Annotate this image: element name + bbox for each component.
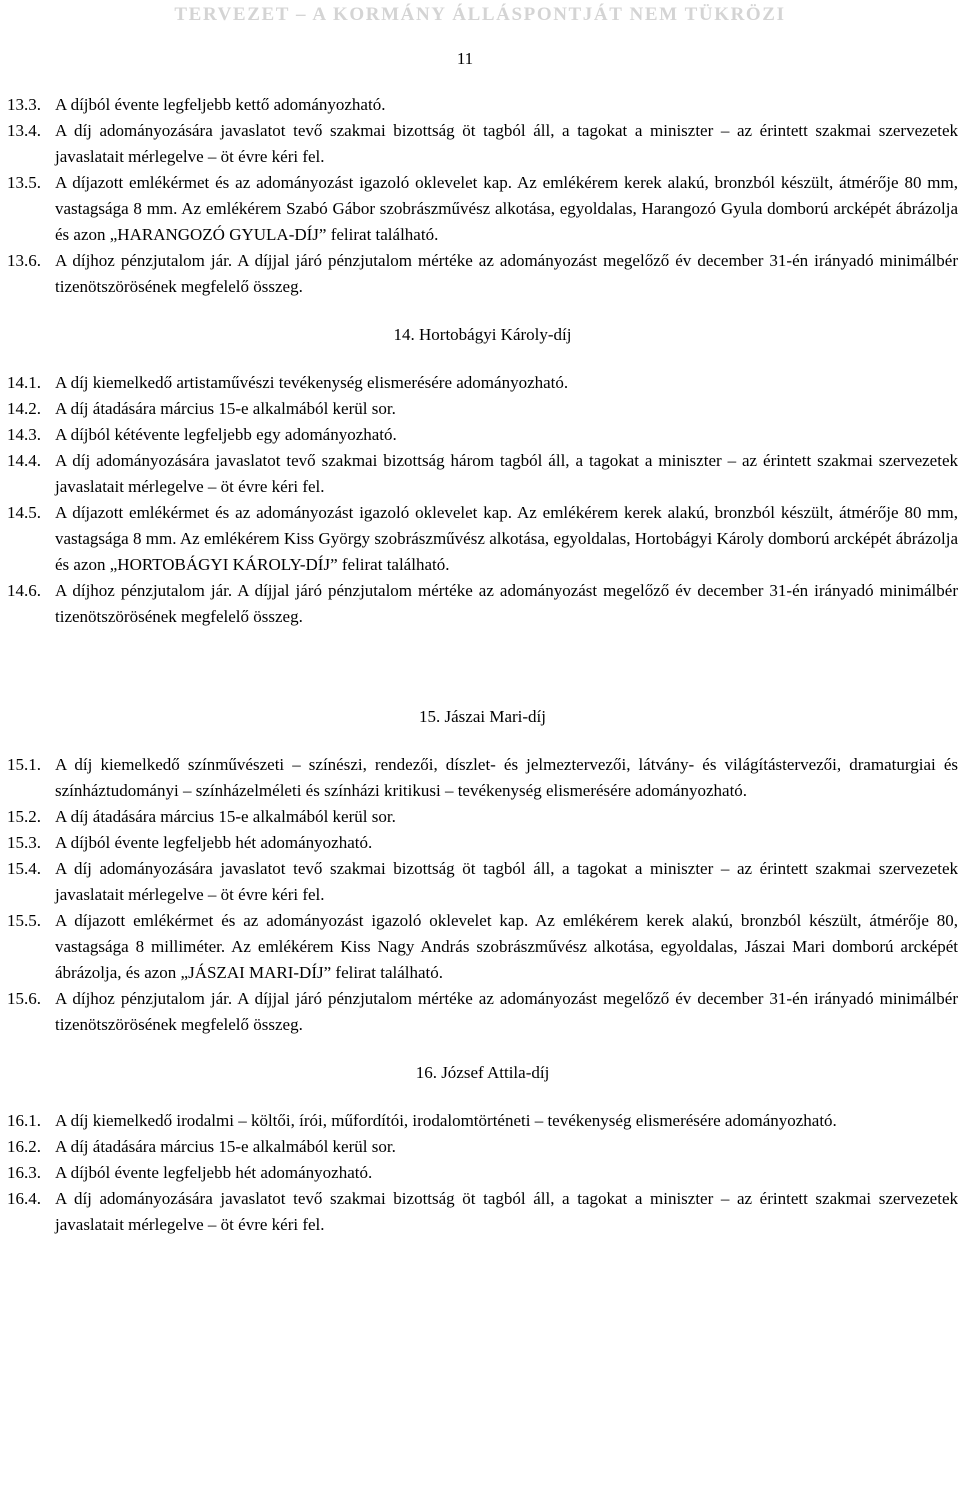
item-number: 13.5. [7, 173, 41, 192]
item-text: A díj kiemelkedő színművészeti – színészi, rendezői, díszlet- és jelmeztervezői, látvány- és világítástervezői, dramaturgiai és színháztudományi – színházelméleti és színházi kritikusi – tevékenység elismerésére adományozható. [55, 755, 958, 800]
item-text: A díjból kétévente legfeljebb egy adományozható. [55, 425, 397, 444]
paragraph-item [7, 370, 958, 396]
item-text: A díj adományozására javaslatot tevő szakmai bizottság öt tagból áll, a tagokat a miniszter – az érintett szakmai szervezetek javaslatait mérlegelve – öt évre kéri fel. [55, 121, 958, 166]
item-number: 16.3. [7, 1163, 41, 1182]
paragraph-item [7, 1186, 958, 1238]
paragraph-item [7, 118, 958, 170]
item-text: A díjazott emlékérmet és az adományozást igazoló oklevelet kap. Az emlékérem kerek alakú, bronzból készült, átmérője 80 mm, vastagsága 8 mm. Az emlékérem Kiss György szobrászművész alkotása, egyoldalas, Hortobágyi Károly domború arcképét ábrázolja és azon „HORTOBÁGYI KÁROLY-DÍJ” felirat található. [55, 503, 958, 574]
item-number: 14.4. [7, 451, 41, 470]
paragraph-item [7, 1108, 958, 1134]
paragraph-item [7, 908, 958, 986]
paragraph-item [7, 248, 958, 300]
item-number: 14.6. [7, 581, 41, 600]
paragraph-item [7, 830, 958, 856]
item-text: A díjazott emlékérmet és az adományozást igazoló oklevelet kap. Az emlékérem kerek alakú, bronzból készült, átmérője 80 mm, vastagsága 8 mm. Az emlékérem Szabó Gábor szobrászművész alkotása, egyoldalas, Harangozó Gyula domború arcképét ábrázolja és azon „HARANGOZÓ GYULA-DÍJ” felirat található. [55, 173, 958, 244]
paragraph-item [7, 752, 958, 804]
section-heading: 14. Hortobágyi Károly-díj [393, 325, 572, 344]
page-number: 11 [456, 49, 474, 68]
item-text: A díjból évente legfeljebb hét adományozható. [55, 833, 373, 852]
item-text: A díj kiemelkedő artistaművészi tevékenység elismerésére adományozható. [55, 373, 569, 392]
item-number: 14.3. [7, 425, 41, 444]
item-number: 16.2. [7, 1137, 41, 1156]
section-heading: 15. Jászai Mari-díj [419, 707, 546, 726]
item-number: 13.4. [7, 121, 41, 140]
paragraph-item [7, 578, 958, 630]
item-number: 15.6. [7, 989, 41, 1008]
item-text: A díj átadására március 15-e alkalmából kerül sor. [55, 1137, 396, 1156]
item-text: A díj átadására március 15-e alkalmából kerül sor. [55, 807, 396, 826]
item-number: 15.4. [7, 859, 41, 878]
paragraph-item [7, 448, 958, 500]
section-heading: 16. József Attila-díj [415, 1063, 550, 1082]
document-body [7, 92, 958, 1238]
item-text: A díjhoz pénzjutalom jár. A díjjal járó pénzjutalom mértéke az adományozást megelőző év december 31-én irányadó minimálbér tizenötszörösének megfelelő összeg. [55, 989, 958, 1034]
item-text: A díj átadására március 15-e alkalmából kerül sor. [55, 399, 396, 418]
item-number: 15.5. [7, 911, 41, 930]
paragraph-item [7, 856, 958, 908]
paragraph-item [7, 422, 958, 448]
item-text: A díjhoz pénzjutalom jár. A díjjal járó pénzjutalom mértéke az adományozást megelőző év december 31-én irányadó minimálbér tizenötszörösének megfelelő összeg. [55, 251, 958, 296]
paragraph-item [7, 1134, 958, 1160]
paragraph-item [7, 804, 958, 830]
paragraph-item [7, 170, 958, 248]
item-text: A díjhoz pénzjutalom jár. A díjjal járó pénzjutalom mértéke az adományozást megelőző év december 31-én irányadó minimálbér tizenötszörösének megfelelő összeg. [55, 581, 958, 626]
item-number: 14.1. [7, 373, 41, 392]
item-number: 16.1. [7, 1111, 41, 1130]
item-text: A díjból évente legfeljebb hét adományozható. [55, 1163, 373, 1182]
item-number: 13.3. [7, 95, 41, 114]
item-text: A díj adományozására javaslatot tevő szakmai bizottság három tagból áll, a tagokat a miniszter – az érintett szakmai szervezetek javaslatait mérlegelve – öt évre kéri fel. [55, 451, 958, 496]
item-text: A díjazott emlékérmet és az adományozást igazoló oklevelet kap. Az emlékérem kerek alakú, bronzból készült, átmérője 80, vastagsága 8 milliméter. Az emlékérem Kiss Nagy András szobrászművész alkotása, egyoldalas, Jászai Mari domború arcképét ábrázolja, és azon „JÁSZAI MARI-DÍJ” felirat található. [55, 911, 958, 982]
draft-watermark: TERVEZET – A KORMÁNY ÁLLÁSPONTJÁT NEM TÜKRÖZI [174, 4, 786, 25]
item-text: A díj kiemelkedő irodalmi – költői, írói, műfordítói, irodalomtörténeti – tevékenység elismerésére adományozható. [55, 1111, 837, 1130]
item-text: A díjból évente legfeljebb kettő adományozható. [55, 95, 386, 114]
paragraph-item [7, 986, 958, 1038]
item-text: A díj adományozására javaslatot tevő szakmai bizottság öt tagból áll, a tagokat a miniszter – az érintett szakmai szervezetek javaslatait mérlegelve – öt évre kéri fel. [55, 859, 958, 904]
item-number: 14.5. [7, 503, 41, 522]
item-text: A díj adományozására javaslatot tevő szakmai bizottság öt tagból áll, a tagokat a miniszter – az érintett szakmai szervezetek javaslatait mérlegelve – öt évre kéri fel. [55, 1189, 958, 1234]
paragraph-item [7, 500, 958, 578]
item-number: 16.4. [7, 1189, 41, 1208]
item-number: 15.2. [7, 807, 41, 826]
paragraph-item [7, 92, 958, 118]
item-number: 15.1. [7, 755, 41, 774]
paragraph-item [7, 396, 958, 422]
item-number: 13.6. [7, 251, 41, 270]
paragraph-item [7, 1160, 958, 1186]
item-number: 15.3. [7, 833, 41, 852]
item-number: 14.2. [7, 399, 41, 418]
